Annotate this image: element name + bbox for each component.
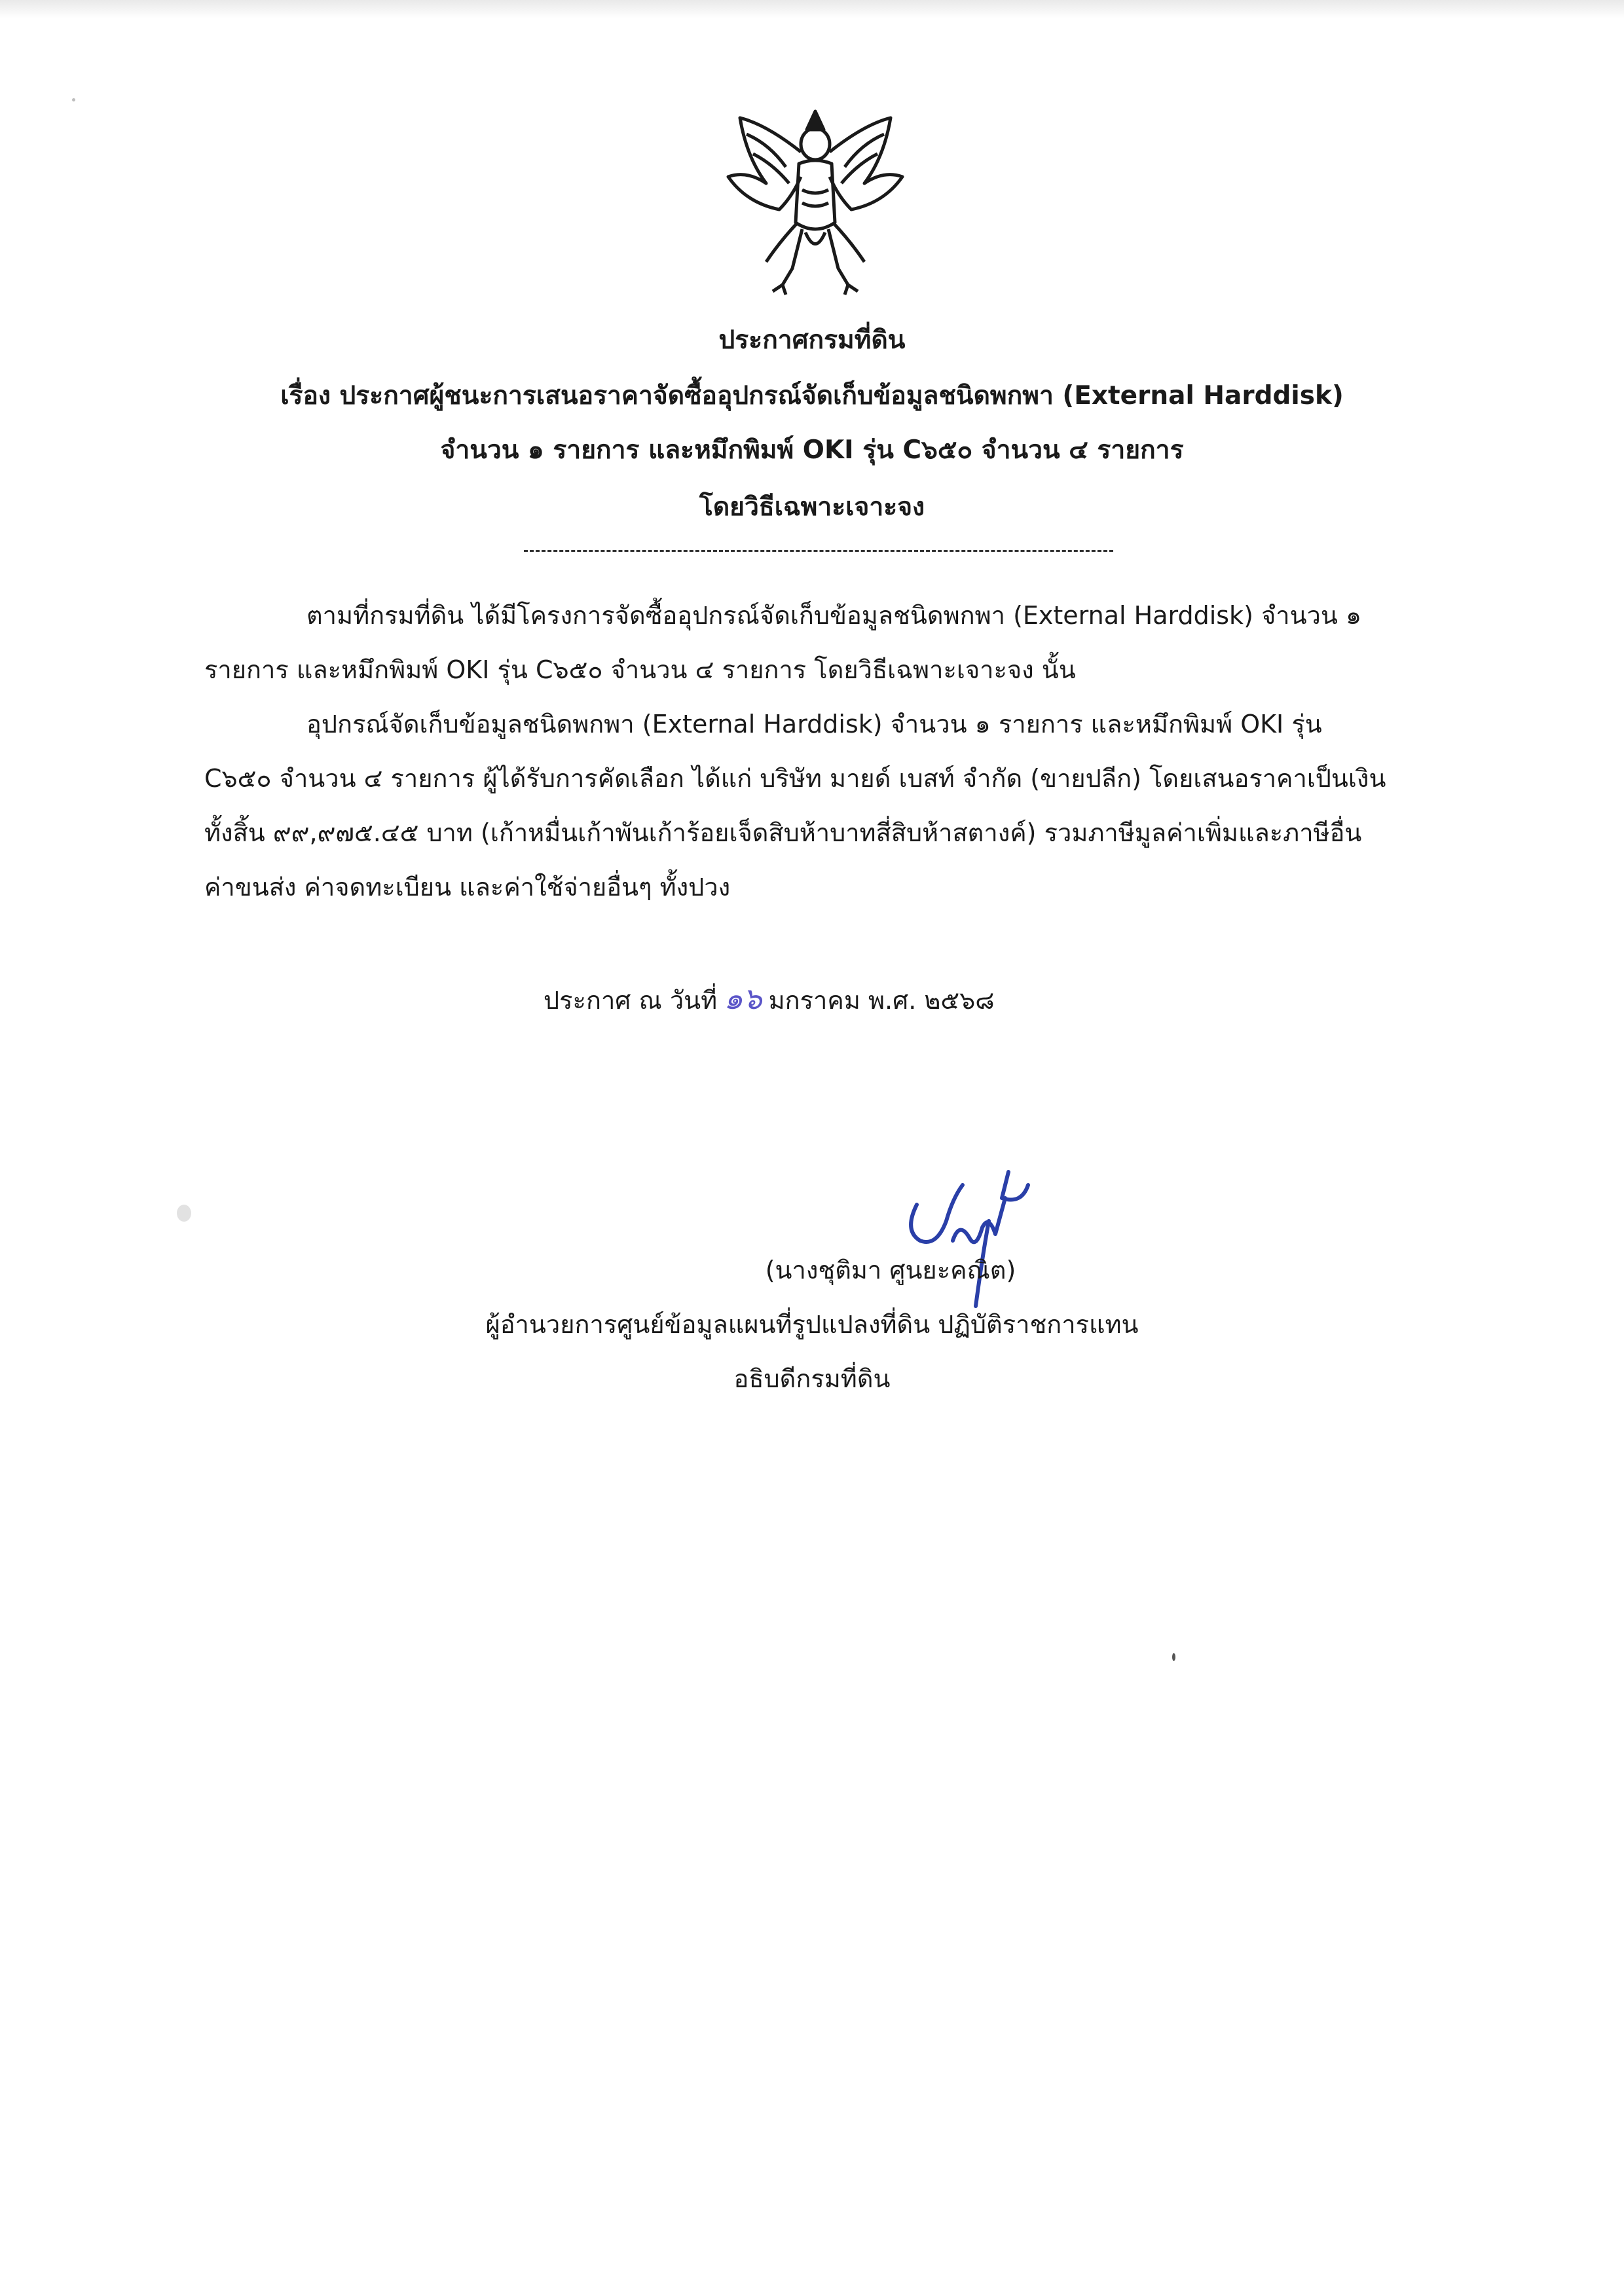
signatory-title: อธิบดีกรมที่ดิน <box>733 1364 891 1393</box>
paragraph-1-line-1: ตามที่กรมที่ดิน ได้มีโครงการจัดซื้ออุปกรณ์จัดเก็บข้อมูลชนิดพกพา (External Harddisk) จำนวน ๑ <box>306 601 1362 630</box>
announcement-title: ประกาศกรมที่ดิน <box>718 325 906 355</box>
paragraph-2-line-3: ทั้งสิ้น ๙๙,๙๗๕.๔๕ บาท (เก้าหมื่นเก้าพันเก้าร้อยเจ็ดสิบห้าบาทสี่สิบห้าสตางค์) รวมภาษีมูลค่าเพิ่มและภาษีอื่น <box>204 818 1362 847</box>
paragraph-2-line-1: อุปกรณ์จัดเก็บข้อมูลชนิดพกพา (External Harddisk) จำนวน ๑ รายการ และหมึกพิมพ์ OKI รุ่น <box>306 710 1322 738</box>
scan-shadow <box>0 0 1624 18</box>
dashed-divider <box>524 550 1113 552</box>
signatory-name: (นางชุติมา ศูนยะคณิต) <box>765 1256 1016 1285</box>
scan-speck <box>1172 1653 1175 1661</box>
subject-line-2: จำนวน ๑ รายการ และหมึกพิมพ์ OKI รุ่น C๖๕๐ จำนวน ๔ รายการ <box>440 435 1184 465</box>
announcement-date <box>544 979 995 1020</box>
date-prefix: ประกาศ ณ วันที่ <box>544 986 718 1015</box>
paragraph-2-line-2: C๖๕๐ จำนวน ๔ รายการ ผู้ได้รับการคัดเลือก ได้แก่ บริษัท มายด์ เบสท์ จำกัด (ขายปลีก) โดยเสนอราคาเป็นเงิน <box>204 764 1386 793</box>
date-month-year: มกราคม พ.ศ. ๒๕๖๘ <box>768 986 995 1015</box>
scan-speck <box>177 1205 191 1222</box>
scan-speck <box>72 98 75 101</box>
handwritten-day: ๑๖ <box>724 981 762 1016</box>
signatory-position: ผู้อำนวยการศูนย์ข้อมูลแผนที่รูปแปลงที่ดิน ปฏิบัติราชการแทน <box>485 1310 1139 1339</box>
garuda-emblem-icon <box>720 98 910 301</box>
paragraph-2-line-4: ค่าขนส่ง ค่าจดทะเบียน และค่าใช้จ่ายอื่นๆ ทั้งปวง <box>204 873 731 902</box>
subject-line-1: เรื่อง ประกาศผู้ชนะการเสนอราคาจัดซื้ออุปกรณ์จัดเก็บข้อมูลชนิดพกพา (External Harddisk) <box>280 381 1344 410</box>
subject-line-3: โดยวิธีเฉพาะเจาะจง <box>699 492 925 522</box>
paragraph-1-line-2: รายการ และหมึกพิมพ์ OKI รุ่น C๖๕๐ จำนวน ๔ รายการ โดยวิธีเฉพาะเจาะจง นั้น <box>204 655 1076 684</box>
